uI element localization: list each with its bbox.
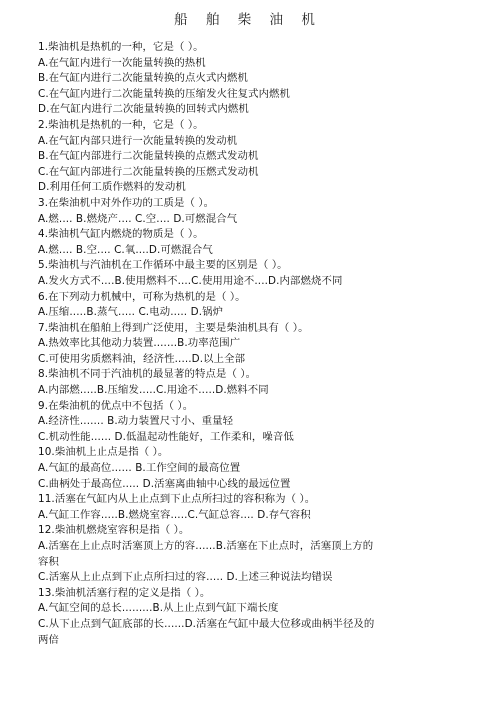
text-line: C.曲柄处于最高位..... D.活塞离曲轴中心线的最远位置 <box>38 477 291 490</box>
text-line: C.活塞从上止点到下止点所扫过的容..... D.上述三种说法均错误 <box>38 571 333 584</box>
text-line: 8.柴油机不同于汽油机的最显著的特点是（ ）。 <box>38 368 257 381</box>
text-line: A.内部燃.....B.压缩发.....C.用途不.....D.燃料不同 <box>38 384 269 397</box>
text-line: 4.柴油机气缸内燃烧的物质是（ ）。 <box>38 228 204 241</box>
text-line: 13.柴油机活塞行程的定义是指（ ）。 <box>38 586 211 599</box>
text-line: 7.柴油机在船舶上得到广泛使用，主要是柴油机具有（ ）。 <box>38 321 309 334</box>
document-title: 船 舶 柴 油 机 <box>174 12 322 28</box>
text-line: 9.在柴油机的优点中不包括（ ）。 <box>38 399 194 412</box>
text-line: C.机动性能...... D.低温起动性能好，工作柔和，噪音低 <box>38 430 294 443</box>
text-line: A.在气缸内部只进行一次能量转换的发动机 <box>38 134 238 147</box>
text-line: A.热效率比其他动力装置.......B.功率范围广 <box>38 337 241 350</box>
text-line: C.在气缸内进行二次能量转换的压缩发火往复式内燃机 <box>38 87 291 100</box>
text-line: C.从下止点到气缸底部的长......D.活塞在气缸中最大位移或曲柄半径及的 <box>38 617 375 630</box>
text-line: A.气缸工作容.....B.燃烧室容.....C.气缸总容.... D.存气容积 <box>38 508 311 521</box>
text-line: 5.柴油机与汽油机在工作循环中最主要的区别是（ ）。 <box>38 259 288 272</box>
text-line: D.利用任何工质作燃料的发动机 <box>38 181 186 194</box>
text-line: 3.在柴油机中对外作功的工质是（ ）。 <box>38 196 215 209</box>
text-line: 两倍 <box>38 633 59 646</box>
text-line: C.可使用劣质燃料油，经济性.....D.以上全部 <box>38 352 246 365</box>
text-line: A.气缸的最高位...... B.工作空间的最高位置 <box>38 462 241 475</box>
text-line: A.燃.... B.燃烧产.... C.空.... D.可燃混合气 <box>38 212 238 225</box>
text-line: A.气缸空间的总长.........B.从上止点到气缸下端长度 <box>38 602 279 615</box>
text-line: A.经济性....... B.动力装置尺寸小、重量轻 <box>38 415 234 428</box>
document-body <box>38 40 468 648</box>
text-line: 10.柴油机上止点是指（ ）。 <box>38 446 169 459</box>
text-line: 1.柴油机是热机的一种，它是（ ）。 <box>38 41 204 53</box>
text-line: C.在气缸内部进行二次能量转换的压燃式发动机 <box>38 165 259 178</box>
text-line: A.活塞在上止点时活塞顶上方的容......B.活塞在下止点时，活塞顶上方的 <box>38 540 374 552</box>
text-line: D.在气缸内进行二次能量转换的回转式内燃机 <box>38 103 249 116</box>
text-line: B.在气缸内部进行二次能量转换的点燃式发动机 <box>38 150 259 163</box>
text-line: A.发火方式不....B.使用燃料不....C.使用用途不....D.内部燃烧不同 <box>38 274 343 287</box>
text-line: B.在气缸内进行二次能量转换的点火式内燃机 <box>38 72 248 85</box>
text-line: A.燃.... B.空.... C.氧....D.可燃混合气 <box>38 243 213 256</box>
text-line: A.在气缸内进行一次能量转换的热机 <box>38 56 206 69</box>
text-line: 容积 <box>38 555 59 568</box>
text-line: 12.柴油机燃烧室容积是指（ ）。 <box>38 524 190 537</box>
text-line: 11.活塞在气缸内从上止点到下止点所扫过的容积称为（ ）。 <box>38 493 316 506</box>
text-line: A.压缩.....B.蒸气..... C.电动..... D.锅炉 <box>38 306 224 319</box>
text-line: 2.柴油机是热机的一种，它是（ ）。 <box>38 118 204 131</box>
text-line: 6.在下列动力机械中，可称为热机的是（ ）。 <box>38 290 246 303</box>
